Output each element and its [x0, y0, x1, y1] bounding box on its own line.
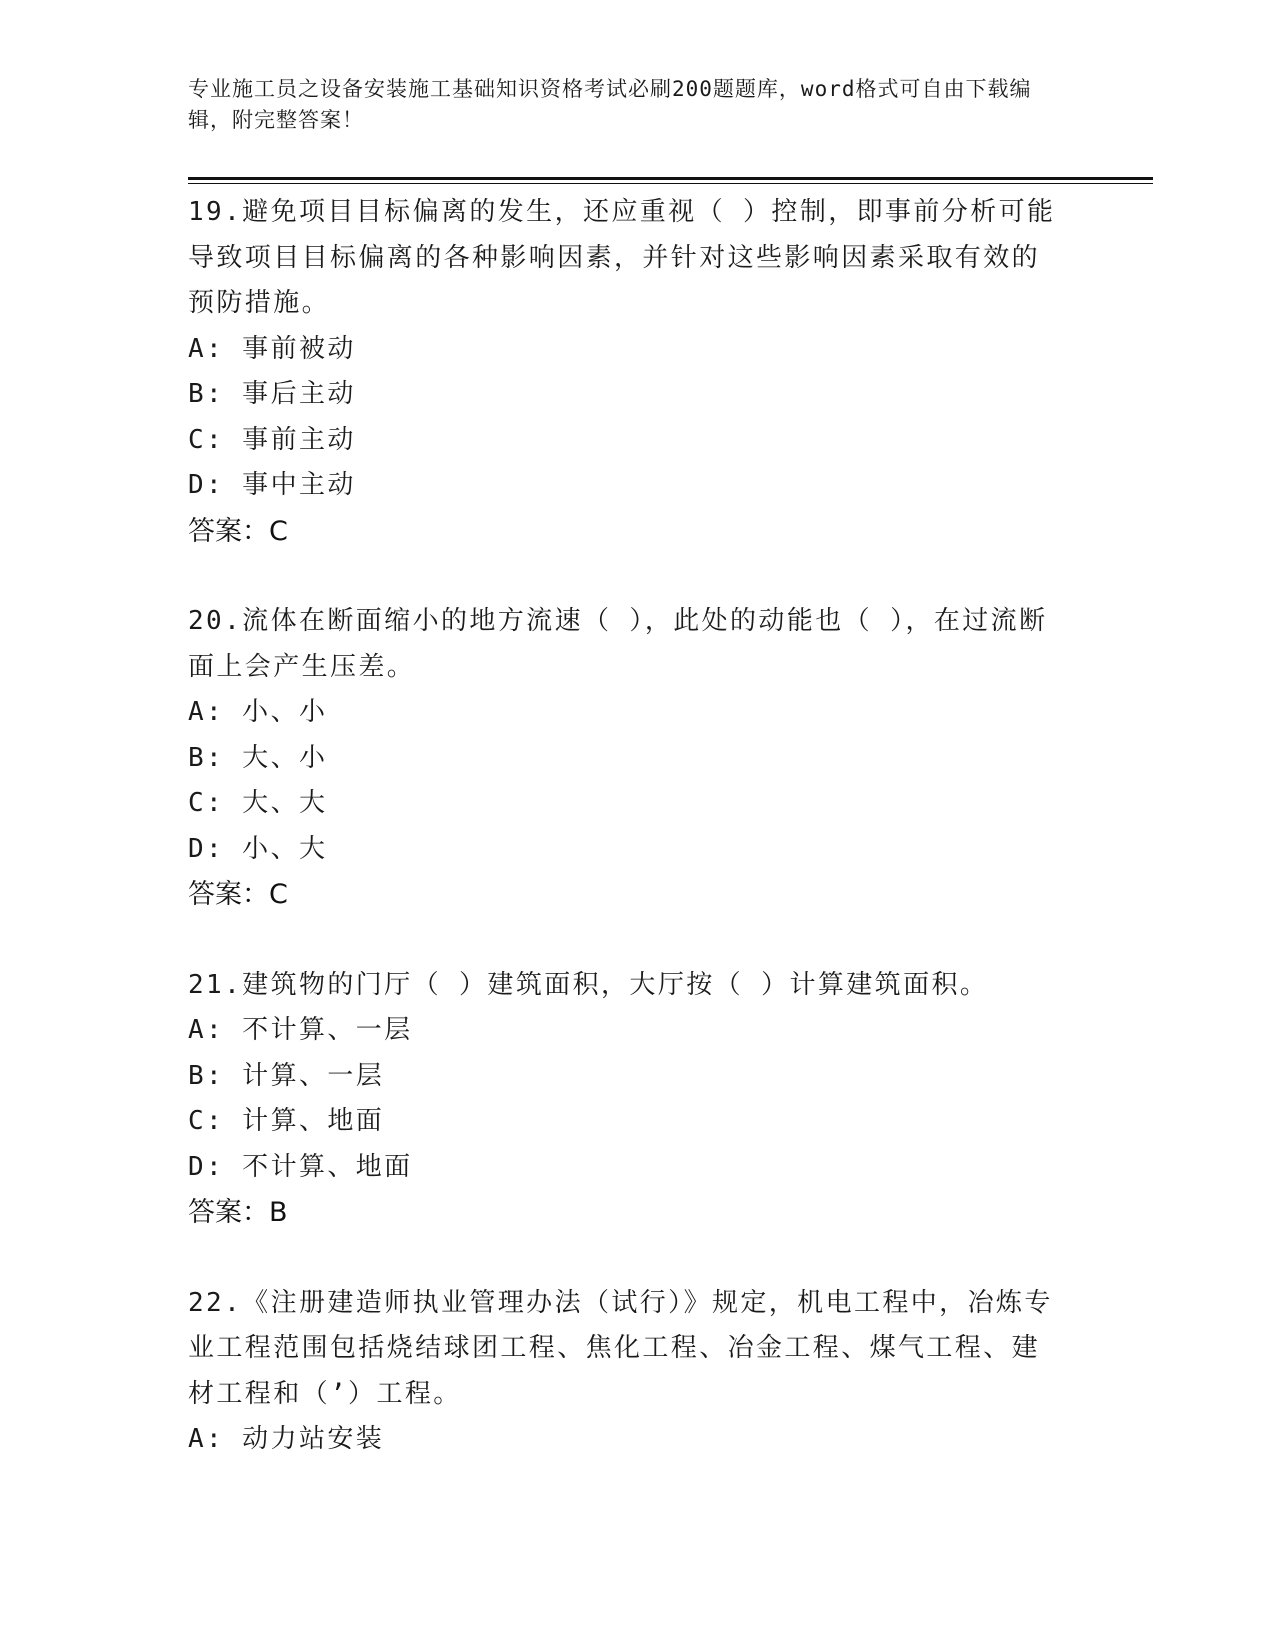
option-text: 小、大: [242, 833, 328, 864]
option-key: C:: [188, 788, 225, 818]
option-a: [188, 327, 1068, 373]
option-key: C:: [188, 424, 225, 455]
question-number: 20.: [188, 606, 243, 636]
header-divider-thin: [188, 183, 1153, 184]
question-number: 19.: [188, 197, 243, 227]
option-key: A:: [188, 333, 225, 364]
question-21: [188, 963, 1068, 1236]
option-key: D:: [188, 833, 225, 864]
option-key: A:: [188, 697, 225, 727]
option-a: [188, 1417, 1068, 1463]
question-text: [188, 190, 1068, 327]
option-text: 小、小: [242, 697, 328, 727]
answer-line: 答案：C: [188, 879, 288, 910]
option-text: 事后主动: [242, 379, 356, 409]
option-text: 事前主动: [242, 424, 356, 455]
option-key: B:: [188, 1060, 225, 1091]
question-text: [188, 963, 1068, 1009]
question-stem: 建筑物的门厅（ ）建筑面积，大厅按（ ）计算建筑面积。: [242, 969, 989, 1000]
option-text: 计算、地面: [242, 1106, 385, 1136]
option-d: [188, 1145, 1068, 1191]
question-19: [188, 190, 1068, 554]
option-a: [188, 1008, 1068, 1054]
option-text: 计算、一层: [242, 1060, 385, 1091]
option-c: [188, 781, 1068, 827]
option-text: 大、大: [242, 788, 328, 818]
question-number: 22.: [188, 1287, 243, 1318]
option-text: 不计算、一层: [242, 1015, 413, 1045]
header-divider-thick: [188, 177, 1153, 180]
option-key: D:: [188, 1151, 225, 1182]
option-key: C:: [188, 1106, 225, 1136]
option-b: [188, 372, 1068, 418]
option-c: [188, 418, 1068, 464]
question-text: [188, 1281, 1068, 1418]
question-text: [188, 599, 1068, 690]
question-stem: 流体在断面缩小的地方流速（ ），此处的动能也（ ），在过流断面上会产生压差。: [188, 606, 1048, 682]
option-text: 事前被动: [242, 333, 356, 364]
option-d: [188, 827, 1068, 873]
option-key: A:: [188, 1424, 225, 1454]
question-20: [188, 599, 1068, 918]
question-22: [188, 1281, 1068, 1463]
answer-line: 答案：C: [188, 515, 288, 547]
question-number: 21.: [188, 969, 243, 1000]
option-d: [188, 463, 1068, 509]
option-c: [188, 1099, 1068, 1145]
option-b: [188, 736, 1068, 782]
question-stem: 避免项目目标偏离的发生，还应重视（ ）控制，即事前分析可能导致项目目标偏离的各种影响因素，并针对这些影响因素采取有效的预防措施。: [188, 197, 1056, 318]
document-header: 专业施工员之设备安装施工基础知识资格考试必刷200题题库，word格式可自由下载编辑，附完整答案！: [188, 77, 1032, 132]
option-text: 大、小: [242, 742, 328, 773]
option-key: A:: [188, 1015, 225, 1045]
option-key: B:: [188, 379, 225, 409]
option-text: 不计算、地面: [242, 1151, 413, 1182]
answer-line: 答案：B: [188, 1197, 288, 1228]
option-text: 事中主动: [242, 470, 356, 500]
option-b: [188, 1054, 1068, 1100]
option-text: 动力站安装: [242, 1424, 385, 1454]
question-stem: 《注册建造师执业管理办法（试行）》规定，机电工程中，冶炼专业工程范围包括烧结球团工程、焦化工程、冶金工程、煤气工程、建材工程和（’）工程。: [188, 1287, 1053, 1409]
option-key: D:: [188, 470, 225, 500]
question-list: [188, 190, 1068, 1508]
option-a: [188, 690, 1068, 736]
option-key: B:: [188, 742, 225, 773]
